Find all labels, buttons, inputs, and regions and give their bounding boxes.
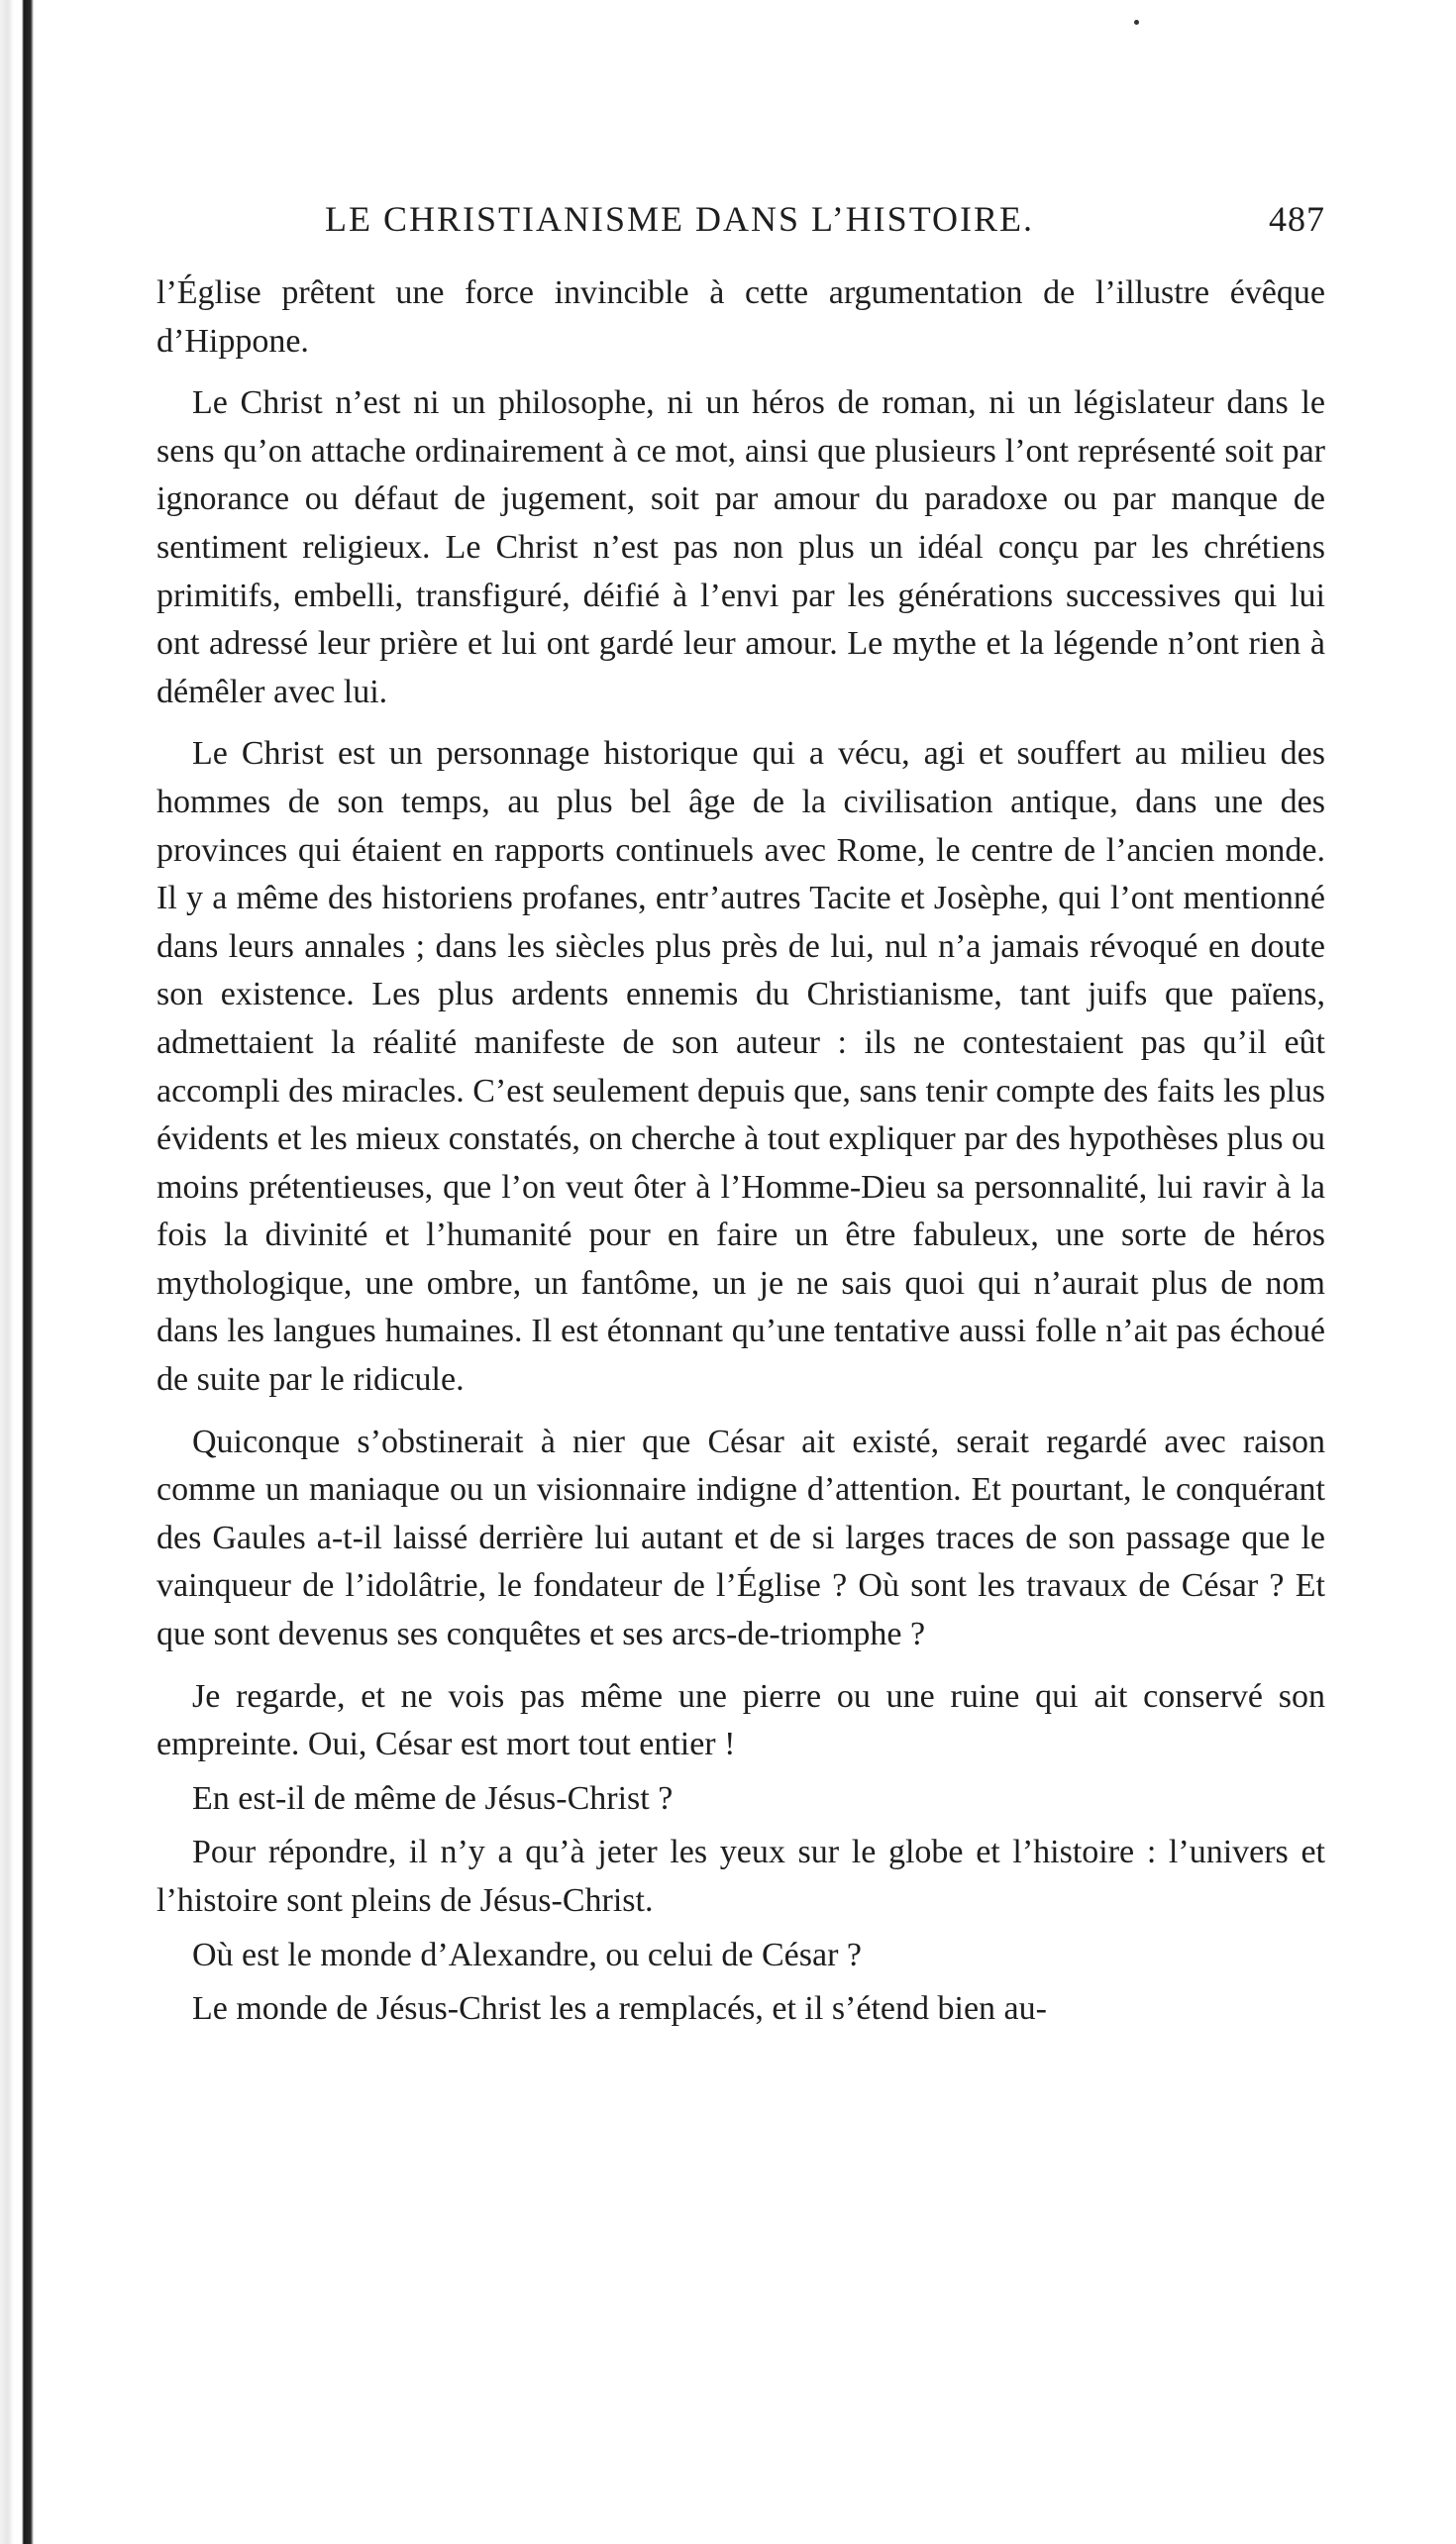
ink-speck xyxy=(1134,20,1139,25)
paragraph-continuation: l’Église prêtent une force invincible à cette argumentation de l’illustre évêque d’Hippone. xyxy=(156,274,1325,360)
paragraph-christ-not-philosopher: Le Christ n’est ni un philosophe, ni un héros de roman, ni un législateur dans le sens qu’on attache ordinairement à ce mot, ainsi que plusieurs l’ont représenté soit par ignorance ou défaut de jugement, soit par amour du paradoxe ou par manque de sentiment religieux. Le Christ n’est pas non plus un idéal conçu par les chrétiens primitifs, embelli, transfiguré, déifié à l’envi par les générations successives qui lui ont adressé leur prière et lui ont gardé leur amour. Le mythe et la légende n’ont rien à démêler avec lui. xyxy=(156,384,1325,710)
paragraph-historical-person: Le Christ est un personnage historique qui a vécu, agi et souffert au milieu des hommes de son temps, au plus bel âge de la civilisation antique, dans une des provinces qui étaient en rapports continuels avec Rome, le centre de l’ancien monde. Il y a même des historiens profanes, entr’autres Tacite et Josèphe, qui l’ont mentionné dans leurs annales ; dans les siècles plus près de lui, nul n’a jamais révoqué en doute son existence. Les plus ardents ennemis du Christianisme, tant juifs que païens, admettaient la réalité manifeste de son auteur : ils ne contestaient pas qu’il eût accompli des miracles. C’est seulement depuis que, sans tenir compte des faits les plus évidents et les mieux constatés, on cherche à tout expliquer par des hypothèses plus ou moins prétentieuses, que l’on veut ôter à l’Homme-Dieu sa personnalité, lui ravir à la fois la divinité et l’humanité pour en faire un être fabuleux, une sorte de héros mythologique, une ombre, un fantôme, un je ne sais quoi qui n’aurait plus de nom dans les langues humaines. Il est étonnant qu’une tentative aussi folle n’ait pas échoué de suite par le ridicule. xyxy=(156,735,1325,1399)
running-title: LE CHRISTIANISME DANS L’HISTOIRE. xyxy=(325,199,1035,239)
paragraph-final: Le monde de Jésus-Christ les a remplacés, et il s’étend bien au- xyxy=(192,1990,1047,2028)
page-header xyxy=(156,198,1325,258)
binding-edge xyxy=(0,0,34,2544)
paragraph-question: En est-il de même de Jésus-Christ ? xyxy=(192,1779,674,1817)
paragraph-alexandre: Où est le monde d’Alexandre, ou celui de César ? xyxy=(192,1936,862,1973)
paragraph-cesar: Quiconque s’obstinerait à nier que César ait existé, serait regardé avec raison comme un maniaque ou un visionnaire indigne d’attention. Et pourtant, le conquérant des Gaules a-t-il laissé derrière lui autant et de si larges traces de son passage que le vainqueur de l’idolâtrie, le fondateur de l’Église ? Où sont les travaux de César ? Et que sont devenus ses conquêtes et ses arcs-de-triomphe ? xyxy=(156,1423,1325,1653)
paragraph-je-regarde: Je regarde, et ne vois pas même une pierre ou une ruine qui ait conservé son empreinte. Oui, César est mort tout entier ! xyxy=(156,1677,1325,1763)
page-number: 487 xyxy=(1269,199,1325,239)
paragraph-repondre: Pour répondre, il n’y a qu’à jeter les yeux sur le globe et l’histoire : l’univers et l’histoire sont pleins de Jésus-Christ. xyxy=(156,1834,1325,1919)
book-page xyxy=(156,198,1325,2040)
